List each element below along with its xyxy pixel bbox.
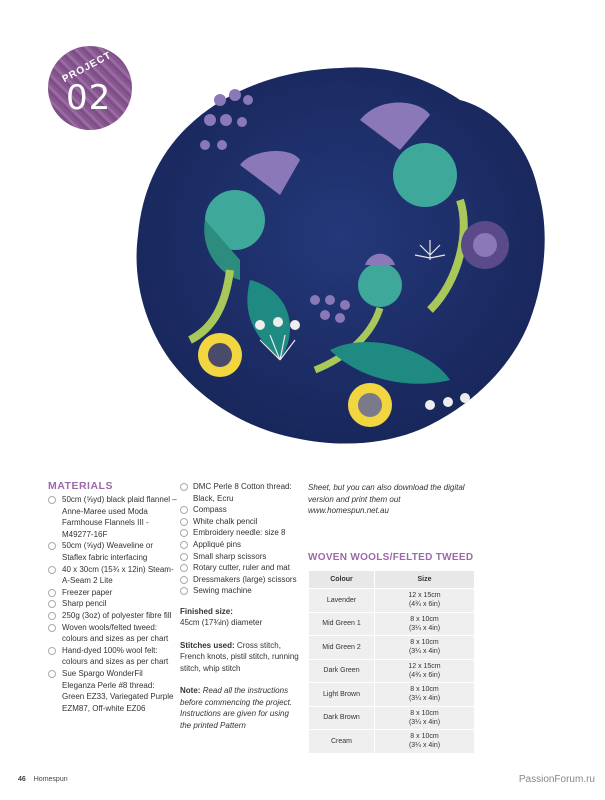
list-item[interactable]: 50cm (⅝yd) black plaid flannel – Anne-Maree used Moda Farmhouse Flannels III - M49277-16F: [48, 494, 178, 540]
list-item[interactable]: 250g (3oz) of polyester fibre fill: [48, 610, 178, 622]
list-item[interactable]: Sue Spargo WonderFil Eleganza Perle #8 thread: Green EZ33, Variegated Purple EZM87, Off-white EZ06: [48, 668, 178, 714]
checkbox-icon[interactable]: [180, 518, 188, 526]
page-footer: [18, 776, 68, 783]
project-label: PROJECT: [60, 49, 114, 86]
table-row: Mid Green 1 8 x 10cm (3¼ x 4in): [309, 612, 475, 636]
table-header-size: Size: [375, 571, 475, 589]
materials-heading: MATERIALS: [48, 480, 113, 492]
table-row: Mid Green 2 8 x 10cm (3¼ x 4in): [309, 636, 475, 660]
checkbox-icon[interactable]: [180, 553, 188, 561]
project-number: 02: [66, 78, 112, 118]
list-item[interactable]: DMC Perle 8 Cotton thread: Black, Ecru: [180, 481, 300, 504]
table-row: Light Brown 8 x 10cm (3¼ x 4in): [309, 683, 475, 707]
checkbox-icon[interactable]: [48, 670, 56, 678]
note-label: Note:: [180, 686, 201, 696]
note: [180, 685, 300, 731]
list-item[interactable]: 50cm (⅝yd) Weaveline or Staflex fabric interfacing: [48, 540, 178, 563]
list-item[interactable]: Sewing machine: [180, 585, 300, 597]
list-item[interactable]: Rotary cutter, ruler and mat: [180, 562, 300, 574]
materials-list: [48, 494, 178, 714]
list-item[interactable]: Compass: [180, 504, 300, 516]
checkbox-icon[interactable]: [180, 506, 188, 514]
list-item[interactable]: Sharp pencil: [48, 598, 178, 610]
watermark: PassionForum.ru: [518, 774, 595, 785]
checkbox-icon[interactable]: [180, 564, 188, 572]
finished-size: [180, 606, 300, 629]
table-row: Cream 8 x 10cm (3¼ x 4in): [309, 730, 475, 754]
checkbox-icon[interactable]: [48, 600, 56, 608]
note-text: Read all the instructions before commencing the project. Instructions are given for using the printed Pattern: [180, 686, 293, 730]
magazine-name: Homespun: [33, 776, 68, 783]
wool-table-title: WOVEN WOOLS/FELTED TWEED: [308, 552, 474, 563]
table-header-colour: Colour: [309, 571, 375, 589]
list-item[interactable]: Dressmakers (large) scissors: [180, 574, 300, 586]
checkbox-icon[interactable]: [48, 496, 56, 504]
checkbox-icon[interactable]: [48, 542, 56, 550]
list-item[interactable]: Small sharp scissors: [180, 551, 300, 563]
checkbox-icon[interactable]: [180, 529, 188, 537]
table-row: Dark Brown 8 x 10cm (3¼ x 4in): [309, 706, 475, 730]
checkbox-icon[interactable]: [48, 589, 56, 597]
materials-column-2: [180, 481, 300, 731]
list-item[interactable]: White chalk pencil: [180, 516, 300, 528]
download-text: Sheet, but you can also download the digital version and print them out www.homespun.net.au: [308, 483, 465, 515]
finished-size-value: 45cm (17¾in) diameter: [180, 618, 263, 628]
project-badge: [48, 46, 132, 130]
stitches-label: Stitches used:: [180, 640, 235, 650]
list-item[interactable]: 40 x 30cm (15¾ x 12in) Steam-A-Seam 2 Lite: [48, 564, 178, 587]
stitches-value: Cross stitch, French knots, pistil stitch, running stitch, whip stitch: [180, 640, 299, 673]
list-item[interactable]: Freezer paper: [48, 587, 178, 599]
checkbox-icon[interactable]: [48, 624, 56, 632]
list-item[interactable]: Appliqué pins: [180, 539, 300, 551]
table-row: Dark Green 12 x 15cm (4¾ x 6in): [309, 659, 475, 683]
checkbox-icon[interactable]: [180, 587, 188, 595]
list-item[interactable]: Embroidery needle: size 8: [180, 527, 300, 539]
table-row: Lavender 12 x 15cm (4¾ x 6in): [309, 589, 475, 613]
checkbox-icon[interactable]: [180, 576, 188, 584]
materials-column: [48, 480, 178, 714]
cushion-photo: [130, 60, 550, 450]
checkbox-icon[interactable]: [48, 647, 56, 655]
list-item[interactable]: Woven wools/felted tweed: colours and sizes as per chart: [48, 622, 178, 645]
stitches-used: [180, 640, 300, 675]
checkbox-icon[interactable]: [48, 612, 56, 620]
page-number: 46: [18, 776, 26, 783]
materials-list-2: [180, 481, 300, 597]
finished-size-label: Finished size:: [180, 606, 233, 616]
list-item[interactable]: Hand-dyed 100% wool felt: colours and sizes as per chart: [48, 645, 178, 668]
checkbox-icon[interactable]: [180, 483, 188, 491]
checkbox-icon[interactable]: [48, 566, 56, 574]
download-note: [308, 482, 478, 517]
wool-table: [308, 570, 475, 754]
checkbox-icon[interactable]: [180, 541, 188, 549]
